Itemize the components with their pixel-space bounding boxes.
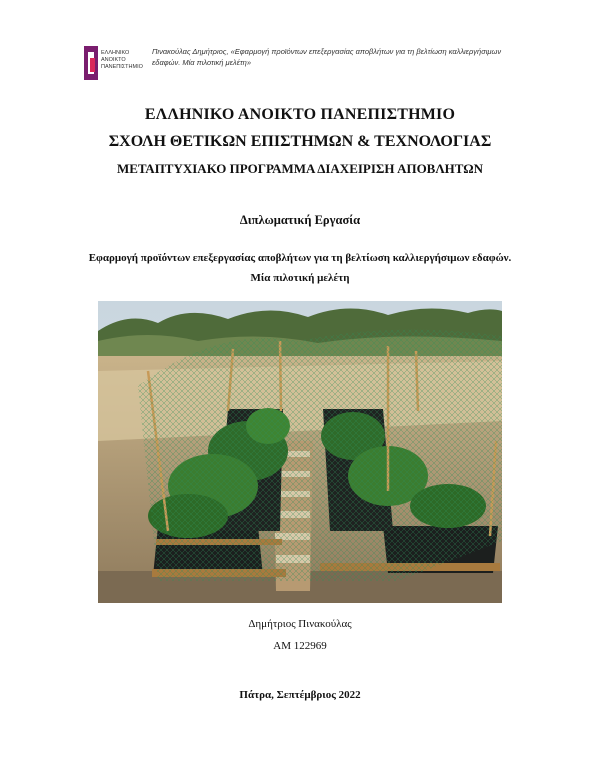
program-name: ΜΕΤΑΠΤΥΧΙΑΚΟ ΠΡΟΓΡΑΜΜΑ ΔΙΑΧΕΙΡΙΣΗ ΑΠΟΒΛΗΤΩΝ <box>116 161 484 176</box>
logo-text: ΕΛΛΗΝΙΚΟ ΑΝΟΙΚΤΟ ΠΑΝΕΠΙΣΤΗΜΙΟ <box>101 50 143 70</box>
garden-beds-photo <box>98 301 502 603</box>
university-name: ΕΛΛΗΝΙΚΟ ΑΝΟΙΚΤΟ ΠΑΝΕΠΙΣΤΗΜΙΟ <box>144 106 456 123</box>
school-name: ΣΧΟΛΗ ΘΕΤΙΚΩΝ ΕΠΙΣΤΗΜΩΝ & ΤΕΧΝΟΛΟΓΙΑΣ <box>108 133 492 150</box>
document-type: Διπλωματική Εργασία <box>239 213 361 227</box>
thesis-title-line2: Μία πιλοτική μελέτη <box>250 272 350 284</box>
thesis-title-line1: Εφαρμογή προϊόντων επεξεργασίας αποβλήτων για τη βελτίωση καλλιεργήσιμων εδαφών. <box>88 252 512 264</box>
running-header: Πινακούλας Δημήτριος, «Εφαρμογή προϊόντων επεξεργασίας αποβλήτων για τη βελτίωση καλλιεργήσιμων εδαφών. Μία πιλοτική μελέτη» <box>152 47 502 67</box>
logo-accent <box>90 58 95 72</box>
author-name: Δημήτριος Πινακούλας <box>248 618 352 630</box>
place-date: Πάτρα, Σεπτέμβριος 2022 <box>239 689 361 701</box>
student-id: ΑΜ 122969 <box>273 640 327 652</box>
university-logo <box>84 46 143 80</box>
